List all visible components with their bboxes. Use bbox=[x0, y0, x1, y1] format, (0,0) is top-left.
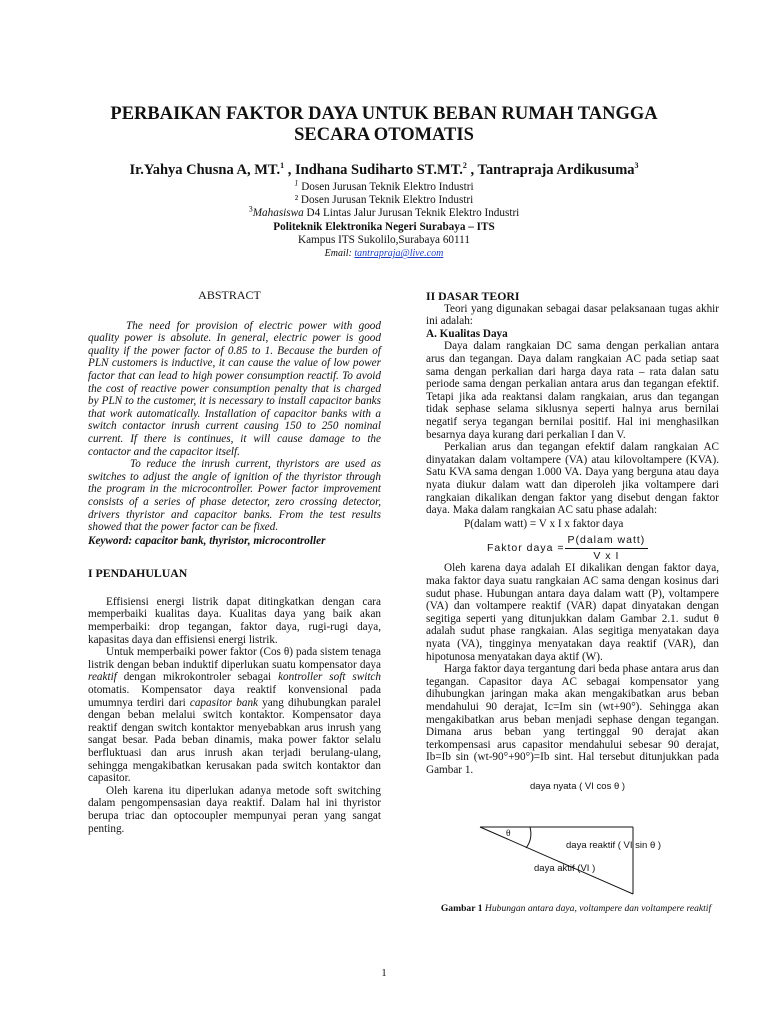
affiliation-1-mark: 1 bbox=[294, 178, 299, 188]
section-2-heading: II DASAR TEORI bbox=[426, 289, 520, 303]
p2-italic-1: reaktif bbox=[88, 671, 117, 684]
equation-2-lhs-wrap bbox=[487, 542, 565, 555]
affiliation-3-text: D4 Lintas Jalur Jurusan Teknik Elektro Industri bbox=[303, 207, 520, 220]
author-1-mark: 1 bbox=[280, 161, 285, 171]
triangle-hypotenuse-line bbox=[480, 827, 633, 894]
p2-text-a: Untuk memperbaiki power faktor (Cos θ) pada sistem tenaga listrik dengan beban induktif diperlukan suatu kompensator daya bbox=[88, 646, 381, 671]
p2-text-c: otomatis. Kompensator daya reaktif konvensional pada umumnya terdiri dari bbox=[88, 684, 381, 709]
equation-2-lhs: Faktor daya = bbox=[487, 542, 565, 555]
section-2-paragraph-2: Daya dalam rangkaian DC sama dengan perkalian antara arus dan tegangan. Daya dalam rangkaian AC pada setiap saat sama dengan perkalian dari harga daya rata – rata dalan satu periode sama dengan perkalian antara arus dan tegangan efektif. Tetapi jika ada reaktansi dalam rangkaian, arus dan tegangan tidak sephase selama siklusnya seperti halnya arus bernilai negatif serya tegangan bernilai positif. Hal ini menghasilkan besarnya daya kurang dari perkalian I dan V. bbox=[426, 340, 719, 441]
equation-2-fraction bbox=[565, 534, 649, 562]
equation-2-numerator: P(dalam watt) bbox=[565, 534, 649, 549]
subsection-a-heading: A. Kualitas Daya bbox=[426, 327, 508, 340]
equation-2 bbox=[426, 534, 719, 562]
equation-1: P(dalam watt) = V x I x faktor daya bbox=[464, 517, 624, 530]
author-2-mark: 2 bbox=[462, 161, 467, 171]
caption-text: Hubungan antara daya, voltampere dan voltampere reaktif bbox=[484, 903, 712, 914]
institution: Politeknik Elektronika Negeri Surabaya – ITS bbox=[273, 220, 495, 233]
affiliation-3-mark: 3 bbox=[248, 204, 253, 214]
figure-angle-label: θ bbox=[506, 829, 511, 839]
p2-italic-3: capasitor bank bbox=[189, 696, 258, 709]
angle-arc bbox=[526, 827, 531, 848]
affiliation-1 bbox=[60, 178, 708, 194]
section-1-paragraph-3: Oleh karena itu diperlukan adanya metode soft switching dalam pengompensasian daya reaktif. Dalam hal ini thyristor berupa triac dan optocoupler mempunyai peran yang sangat penting. bbox=[88, 784, 381, 835]
abstract-paragraph-2: To reduce the inrush current, thyristors are used as switches to adjust the angle of ignition of the thyristor through the program in the microcontroller. Power factor improvement consists of a series of phase detector, zero crossing detector, drivers thyristor and capacitor banks. From the test results showed that the power factor can be fixed. bbox=[88, 458, 381, 534]
caption-label: Gambar 1 bbox=[440, 903, 483, 914]
affiliation-2: ² Dosen Jurusan Teknik Elektro Industri bbox=[294, 194, 474, 207]
title-line-1: PERBAIKAN FAKTOR DAYA UNTUK BEBAN RUMAH TANGGA bbox=[110, 104, 658, 124]
author-2: , Indhana Sudiharto ST.MT. bbox=[284, 162, 463, 178]
p2-italic-2: kontroller soft switch bbox=[278, 671, 381, 684]
p2-text-d: yang dihubungkan paralel dengan beban melalui switch kontaktor. Kompensator daya reaktif dengan switch kontaktor menyebabkan arus inrush yang sangat besar. Pada beban dinamis, maka power faktor selalu berfluktuasi dan arus inrush akan terjadi berulang-ulang, sehingga mengakibatkan kerusakan pada switch kontaktor dan capasitor. bbox=[88, 696, 381, 785]
section-1-paragraph-2 bbox=[88, 646, 381, 785]
email-line: Email: tantrapraja@live.com bbox=[324, 248, 444, 260]
equation-2-denominator: V x I bbox=[593, 549, 620, 562]
section-2-paragraph-4: Oleh karena daya adalah EI dikalikan dengan faktor daya, maka faktor daya suatu rangkaian AC sama dengan kosinus dari sudut phase. Hubungan antara daya dalam watt (P), voltampere (VA) dan voltampere reaktif (VAR) dapat dinyatakan dengan segitiga seperti yang ditunjukkan dalam Gambar 2.1. sudut θ adalah sudut phase rangkaian. Alas segitiga menyatakan daya nyata (VA), tingginya menyatakan daya reaktif (VAR), dan hipotunosa menyatakan daya aktif (W). bbox=[426, 562, 719, 663]
p2-text-b: dengan mikrokontroler sebagai bbox=[116, 671, 279, 684]
figure-top-label: daya nyata ( VI cos θ ) bbox=[530, 781, 626, 792]
left-column bbox=[88, 289, 381, 835]
section-2-paragraph-3: Perkalian arus dan tegangan efektif dalam rangkaian AC dinyatakan dalam voltampere (VA) atau kilovoltampere (KVA). Satu KVA sama dengan 1.000 VA. Daya yang berguna atau daya nyata diukur dalam watt dan diperoleh jika voltampere dari rangkaian dikalikan dengan faktor yang disebut dengan faktor daya. Maka dalam rangkaian AC satu phase adalah: bbox=[426, 441, 719, 517]
figure-hyp-label: daya aktif (VI ) bbox=[534, 863, 596, 874]
affiliation-3 bbox=[60, 204, 708, 220]
figure-caption bbox=[438, 903, 714, 914]
section-2-paragraph-1: Teori yang digunakan sebagai dasar pelaksanaan tugas akhir ini adalah: bbox=[426, 302, 719, 328]
abstract-paragraph-1: The need for provision of electric power with good quality power is absolute. In general, electric power is good quality if the power factor of 0.85 to 1. Because the burden of PLN customers is inductive, it can cause the value of low power factor that can lead to high power consumption reactif. To avoid the cost of reactive power consumption penalty that is charged by PLN to the customer, it is necessary to install capacitor banks that work automatically. Installation of capacitor banks with a switch contactor inrush current causing 150 to 250 nominal current. If there is continues, it will cause damage to the contactor and the capacitor itself. bbox=[88, 319, 381, 458]
section-1-heading: I PENDAHULUAN bbox=[88, 566, 188, 581]
paper-title bbox=[60, 104, 708, 146]
affiliation-1-text: Dosen Jurusan Teknik Elektro Industri bbox=[298, 181, 474, 193]
keywords: Keyword: capacitor bank, thyristor, microcontroller bbox=[88, 534, 326, 547]
right-column bbox=[426, 290, 719, 777]
author-1: Ir.Yahya Chusna A, MT. bbox=[129, 162, 281, 178]
email-link[interactable]: tantrapraja@live.com bbox=[354, 248, 444, 260]
author-3-mark: 3 bbox=[634, 161, 639, 171]
power-triangle-figure bbox=[470, 781, 720, 903]
author-list bbox=[40, 162, 728, 179]
page-number: 1 bbox=[381, 967, 387, 979]
section-1-paragraph-1: Effisiensi energi listrik dapat ditingkatkan dengan cara memperbaiki kualitas daya. Kualitas daya yang baik akan memperbaiki: drop tegangan, faktor daya, rugi-rugi daya, kapasitas daya dan effisiensi energi listrik. bbox=[88, 595, 381, 646]
affiliations bbox=[60, 178, 708, 260]
affiliation-3-role: Mahasiswa bbox=[252, 207, 304, 220]
campus-address: Kampus ITS Sukolilo,Surabaya 60111 bbox=[298, 233, 470, 246]
title-line-2: SECARA OTOMATIS bbox=[294, 125, 474, 145]
power-triangle-svg bbox=[470, 803, 720, 903]
figure-right-label: daya reaktif ( VI sin θ ) bbox=[566, 840, 662, 851]
section-2-paragraph-5: Harga faktor daya tergantung dari beda phase antara arus dan tegangan. Capasitor daya AC sebagai kompensator yang dihubungkan jaringan maka akan mengakibatkan arus beban mendahului 90 derajat, Ic=Im sin (wt+90°). Sehingga akan mengakibatkan arus beban menjadi sephase dengan tegangan. Dimana arus beban yang tertinggal 90 derajat akan terkompensasi arus capasitor mendahului sebesar 90 derajat, Ib=Ib sin (wt-90°+90°)=Ib sint. Hal tersebut ditunjukkan pada Gambar 1. bbox=[426, 663, 719, 776]
email-label: Email bbox=[324, 248, 349, 260]
author-3: , Tantrapraja Ardikusuma bbox=[466, 162, 635, 178]
abstract-heading: ABSTRACT bbox=[198, 288, 261, 302]
